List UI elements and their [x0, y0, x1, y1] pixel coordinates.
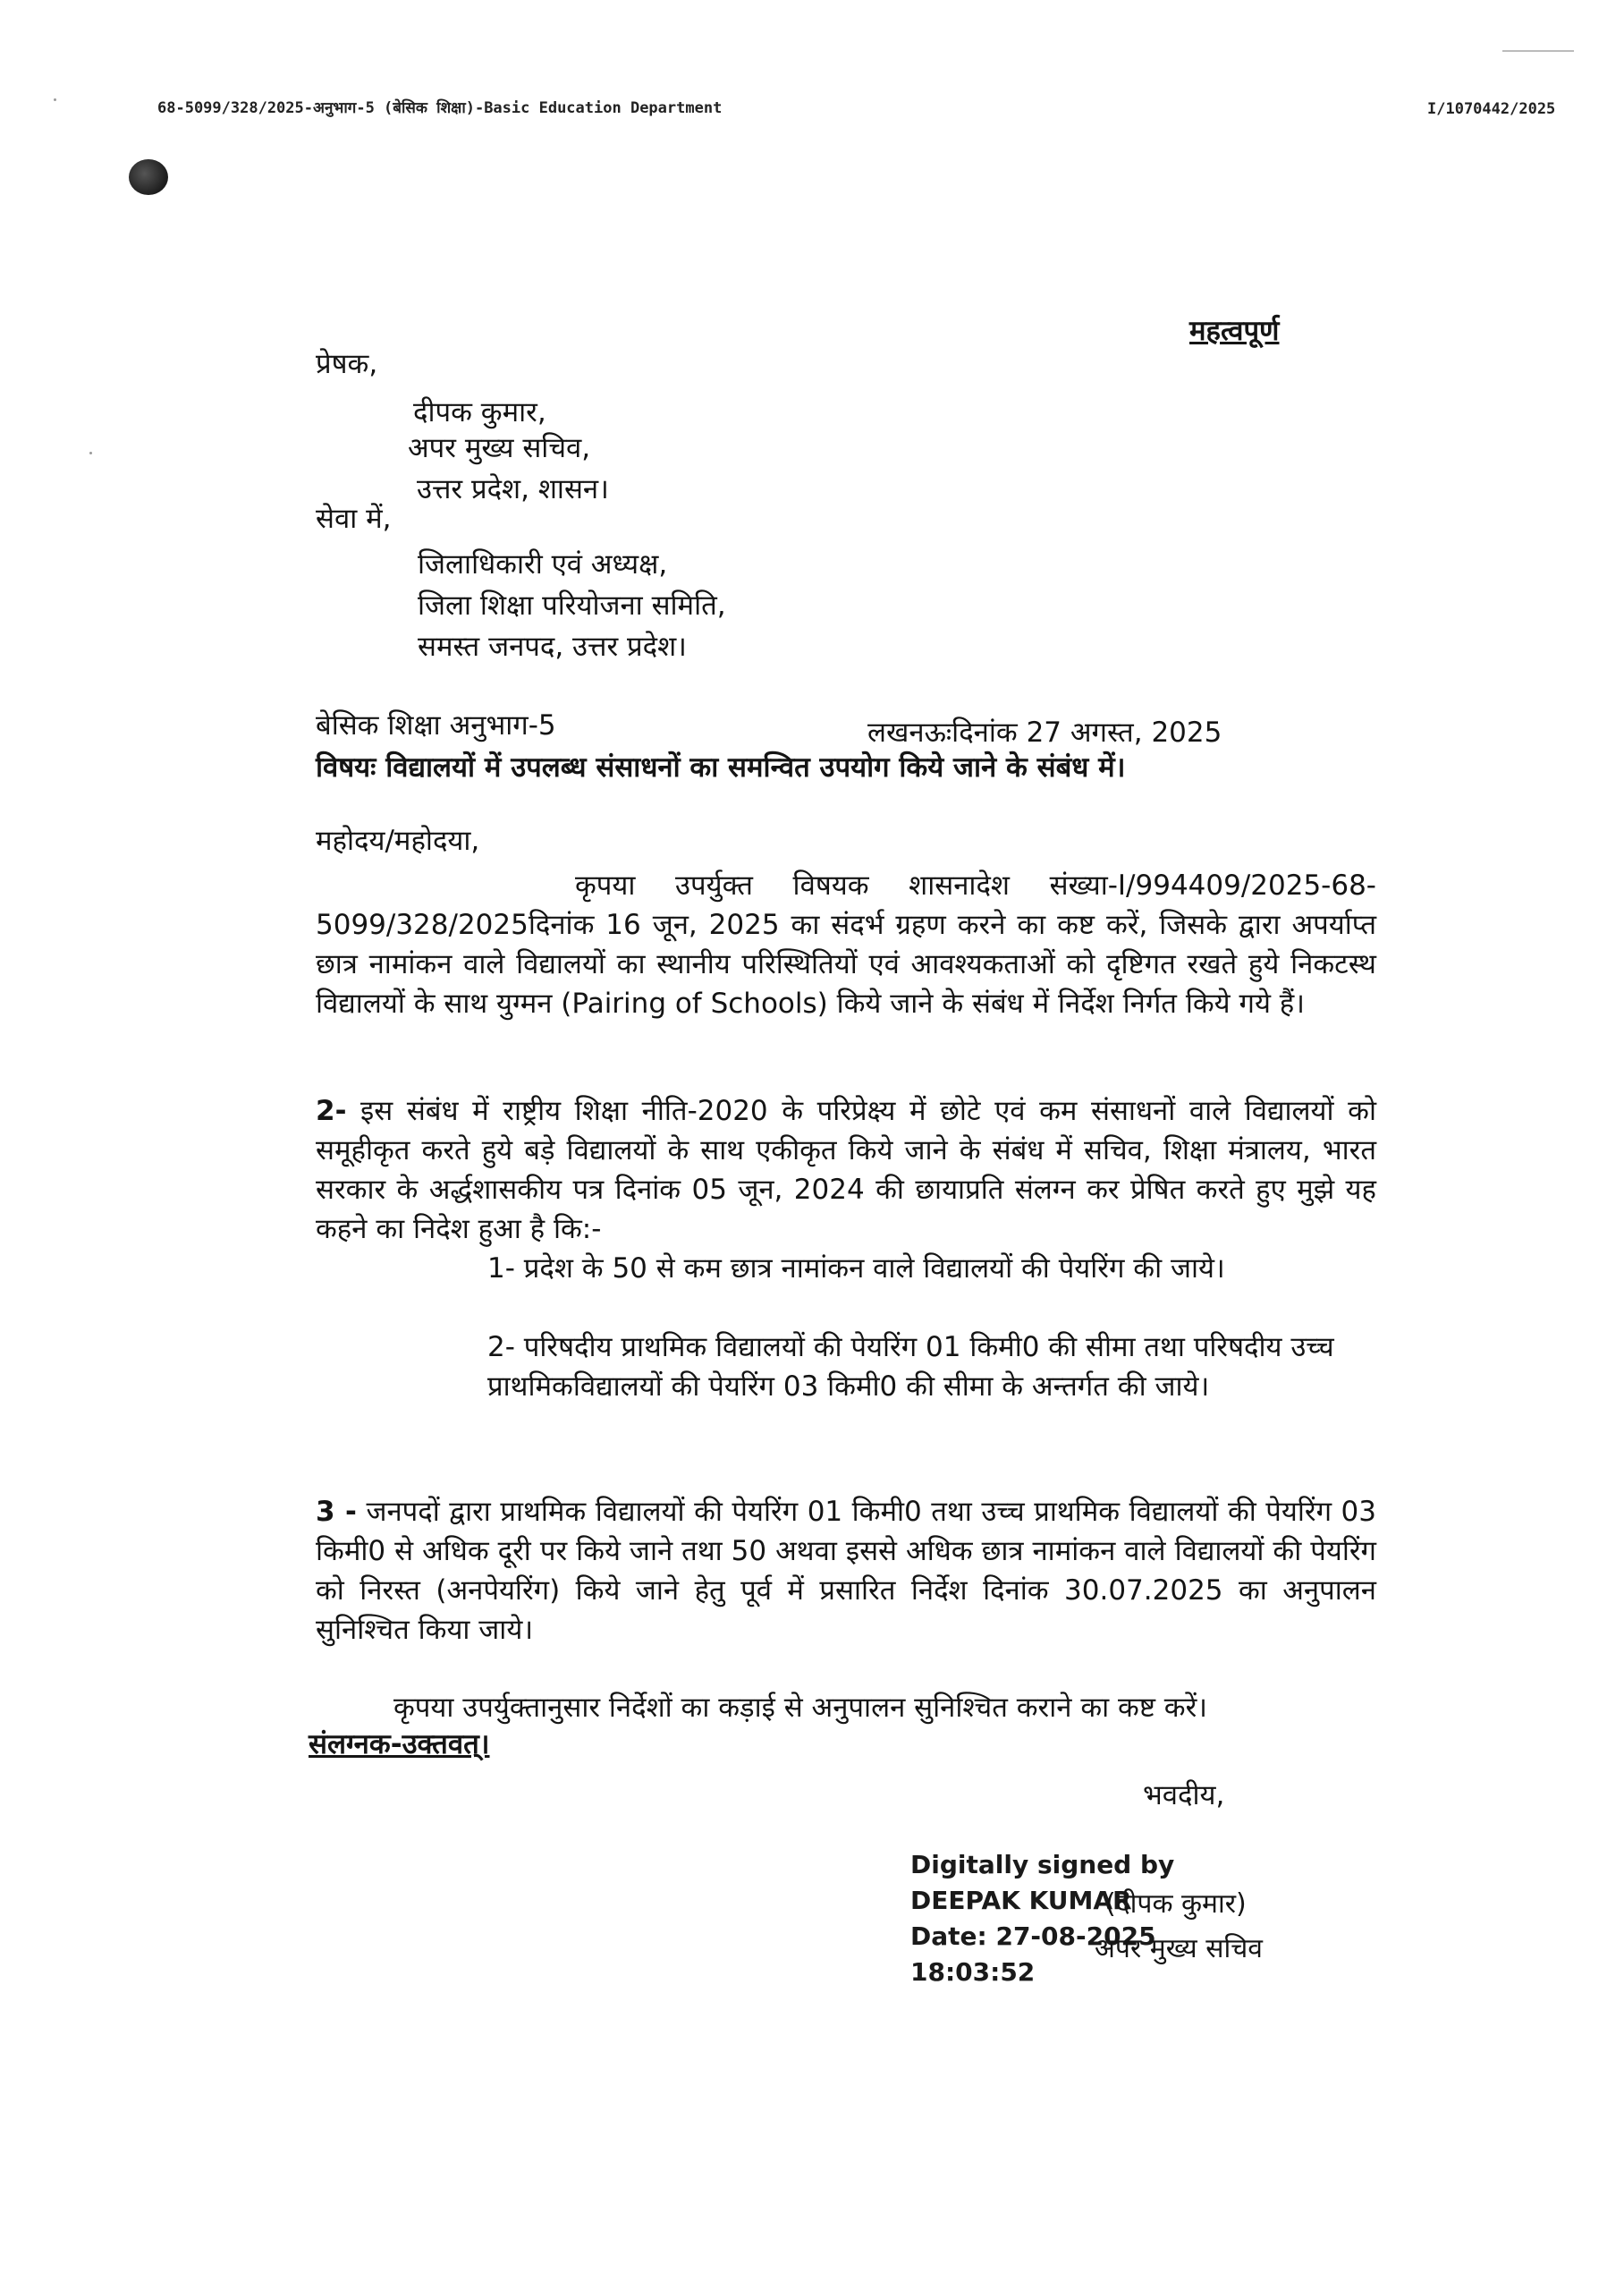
paragraph-2: [316, 1091, 1376, 1249]
sender-name: दीपक कुमार,: [413, 396, 546, 428]
point-1-text: 1- प्रदेश के 50 से कम छात्र नामांकन वाले विद्यालयों की पेयरिंग की जाये।: [487, 1252, 1225, 1285]
punch-hole: [129, 159, 168, 195]
digital-signature-line-2: DEEPAK KUMAR: [910, 1886, 1132, 1915]
recipient-line-2: जिला शिक्षा परियोजना समिति,: [418, 589, 726, 622]
document-id: I/1070442/2025: [1427, 100, 1556, 118]
digital-signature-line-1: Digitally signed by: [910, 1850, 1175, 1879]
top-right-rule: [1502, 50, 1574, 52]
paragraph-3-text: जनपदों द्वारा प्राथमिक विद्यालयों की पेयरिंग 01 किमी0 तथा उच्च प्राथमिक विद्यालयों की पेयरिंग 03 किमी0 से अधिक दूरी पर किये जाने तथा 50 अथवा इससे अधिक छात्र नामांकन वाले विद्यालयों की पेयरिंग को निरस्त (अनपेयरिंग) किये जाने हेतु पूर्व में प्रसारित निर्देश दिनांक 30.07.2025 का अनुपालन सुनिश्चित किया जाये।: [316, 1496, 1377, 1646]
point-2-text: 2- परिषदीय प्राथमिक विद्यालयों की पेयरिंग 01 किमी0 की सीमा तथा परिषदीय उच्च प्राथमिकविद्यालयों की पेयरिंग 03 किमी0 की सीमा के अन्तर्गत की जाये।: [487, 1331, 1334, 1403]
paragraph-1: [316, 866, 1376, 1023]
sender-label: प्रेषक,: [316, 348, 378, 380]
recipient-line-1: जिलाधिकारी एवं अध्यक्ष,: [418, 548, 668, 581]
salutation: महोदय/महोदया,: [316, 825, 480, 857]
digital-signature-line-3: Date: 27-08-2025: [910, 1921, 1156, 1951]
sender-designation: अपर मुख्य सचिव,: [408, 432, 591, 464]
paragraph-3: [316, 1492, 1376, 1650]
priority-label: महत्वपूर्ण: [1189, 315, 1280, 347]
closing-request: कृपया उपर्युक्तानुसार निर्देशों का कड़ाई से अनुपालन सुनिश्चित कराने का कष्ट करें।: [393, 1692, 1208, 1724]
paragraph-2-point-1: [487, 1249, 1382, 1288]
valediction: भवदीय,: [1143, 1779, 1225, 1811]
enclosure-label: संलग्नक-उक्तवत्।: [309, 1728, 490, 1760]
paragraph-2-number: 2-: [316, 1095, 347, 1127]
recipient-label: सेवा में,: [316, 503, 392, 535]
subject-line: विषयः विद्यालयों में उपलब्ध संसाधनों का समन्वित उपयोग किये जाने के संबंध में।: [316, 751, 1126, 784]
recipient-line-3: समस्त जनपद, उत्तर प्रदेश।: [418, 631, 687, 663]
sender-office: उत्तर प्रदेश, शासन।: [417, 473, 609, 505]
section-label: बेसिक शिक्षा अनुभाग-5: [316, 709, 556, 742]
file-reference: 68-5099/328/2025-अनुभाग-5 (बेसिक शिक्षा)-Basic Education Department: [157, 99, 723, 117]
scan-speck: [54, 98, 56, 101]
signatory-designation: अपर मुख्य सचिव: [1095, 1933, 1263, 1964]
paragraph-2-point-2: [487, 1327, 1382, 1406]
paragraph-3-number: 3 -: [316, 1496, 357, 1528]
paragraph-2-text: इस संबंध में राष्ट्रीय शिक्षा नीति-2020 के परिप्रेक्ष्य में छोटे एवं कम संसाधनों वाले विद्यालयों को समूहीकृत करते हुये बड़े विद्यालयों के साथ एकीकृत किये जाने के संबंध में सचिव, शिक्षा मंत्रालय, भारत सरकार के अर्द्धशासकीय पत्र दिनांक 05 जून, 2024 की छायाप्रति संलग्न कर प्रेषित करते हुए मुझे यह कहने का निदेश हुआ है कि:-: [316, 1095, 1377, 1245]
signatory-name: (दीपक कुमार): [1105, 1888, 1247, 1920]
scan-speck: [89, 452, 92, 454]
place-date: लखनऊःदिनांक 27 अगस्त, 2025: [867, 717, 1222, 749]
digital-signature-line-4: 18:03:52: [910, 1957, 1036, 1987]
paragraph-1-text: कृपया उपर्युक्त विषयक शासनादेश संख्या-I/994409/2025-68-5099/328/2025दिनांक 16 जून, 2025 का संदर्भ ग्रहण करने का कष्ट करें, जिसके द्वारा अपर्याप्त छात्र नामांकन वाले विद्यालयों का स्थानीय परिस्थितियों एवं आवश्यकताओं को दृष्टिगत रखते हुये निकटस्थ विद्यालयों के साथ युग्मन (Pairing of Schools) किये जाने के संबंध में निर्देश निर्गत किये गये हैं।: [316, 869, 1376, 1020]
